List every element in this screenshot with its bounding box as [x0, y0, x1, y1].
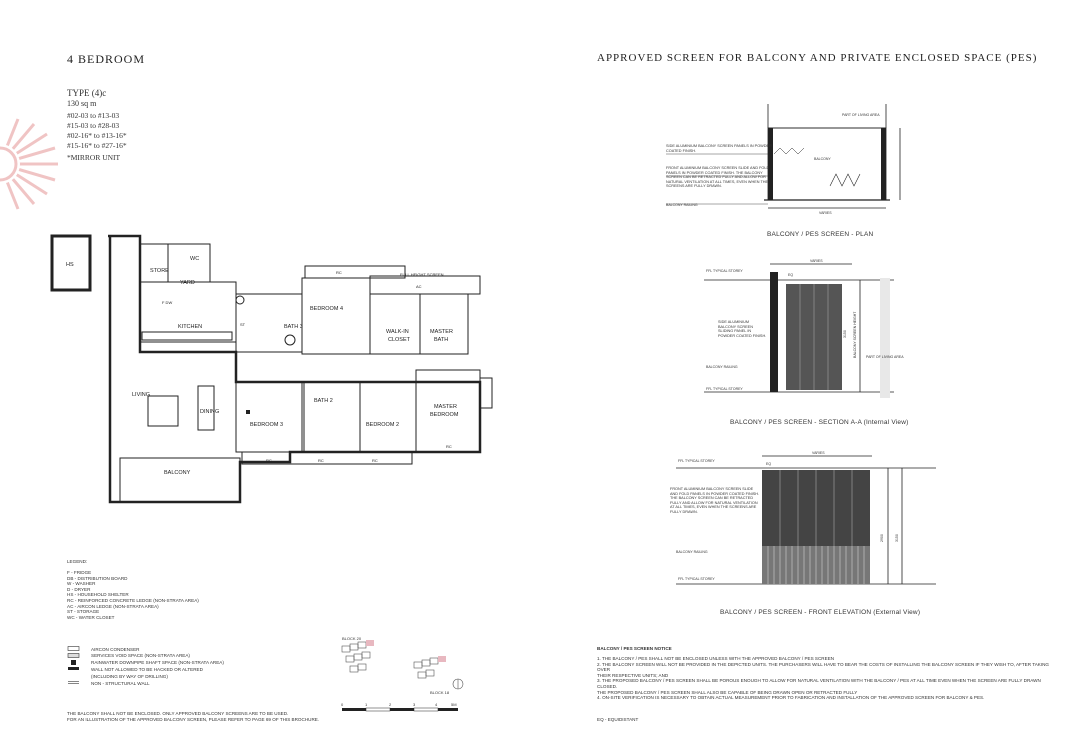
room-bath3: BATH 3	[284, 324, 303, 330]
room-bedroom3: BEDROOM 3	[250, 422, 284, 428]
notice-item: 3. THE PROPOSED BALCONY / PES SCREEN SHALL BE POROUS ENOUGH TO ALLOW FOR NATURAL VENTILATION WITH THE BALCONY / PES AT ALL TIME EVEN WHEN THE SCREEN ARE FULLY DRAWN CLOSED.	[597, 678, 1041, 689]
unit-range: #15-03 to #28-03	[67, 121, 120, 130]
legend-item: F - FRIDGE	[67, 570, 92, 575]
section-varies: VARIES	[810, 259, 823, 263]
elev-eq: EQ	[766, 462, 772, 466]
legend-item: RC - REINFORCED CONCRETE LEDGE (NON-STRATA AREA)	[67, 597, 199, 603]
room-kitchen: KITCHEN	[178, 324, 203, 330]
balcony-footnote	[67, 711, 337, 722]
ledge-rc-4: RC	[372, 458, 378, 463]
wall-icon	[67, 666, 81, 671]
room-hs: HS	[66, 262, 74, 268]
elev-h1: 2900	[880, 534, 884, 542]
plan-side-note: SIDE ALUMINIUM BALCONY SCREEN PANELS IN POWDER COATED FINISH.	[666, 144, 772, 153]
footnote-line: FOR AN ILLUSTRATION OF THE APPROVED BALCONY SCREEN, PLEASE REFER TO PAGE 69 OF THIS BROCHURE.	[67, 716, 320, 722]
notice-title: BALCONY / PES SCREEN NOTICE	[597, 646, 672, 651]
plan-varies-label: VARIES	[819, 211, 832, 215]
mirror-note: *MIRROR UNIT	[67, 153, 121, 162]
eq-note: EQ - EQUIDISTANT	[597, 717, 639, 722]
legend-symbol-label: RAINWATER DOWNPIPE SHAFT SPACE (NON-STRATA AREA)	[91, 660, 224, 666]
plan-caption: BALCONY / PES SCREEN - PLAN	[767, 231, 874, 238]
elev-ffl-bottom: FFL TYPICAL STOREY	[678, 577, 715, 581]
room-masterbath2: BATH	[434, 337, 449, 343]
unit-range: #15-16* to #27-16*	[67, 141, 127, 150]
scale-bar	[338, 700, 464, 720]
legend-item: WC - WATER CLOSET	[67, 614, 115, 620]
plan-front-note: FRONT ALUMINIUM BALCONY SCREEN SLIDE AND FOLD PANELS IN POWDER COATED FINISH. THE BALCONY SCREEN CAN BE RETRACTED FULLY AND ALLOW FOR NATURAL VENTILATION AT ALL TIMES, EVEN WHEN THE SCREENS ARE FULLY DRAWN.	[666, 166, 770, 189]
scale-3: 3	[413, 702, 416, 707]
unit-list	[67, 111, 127, 151]
downpipe-icon	[67, 660, 81, 665]
legend-item: ST - STORAGE	[67, 609, 100, 615]
unit-range: #02-03 to #13-03	[67, 111, 120, 120]
room-closet: CLOSET	[388, 337, 411, 343]
room-masterbed2: BEDROOM	[430, 412, 459, 418]
legend-item: D - DRYER	[67, 586, 91, 592]
legend-symbol-label: WALL NOT ALLOWED TO BE HACKED OR ALTERED	[91, 666, 203, 672]
notice-item: 1. THE BALCONY / PES SHALL NOT BE ENCLOSED UNLESS WITH THE APPROVED BALCONY / PES SCREEN	[597, 656, 835, 661]
key-plan	[330, 634, 470, 696]
elev-railing: BALCONY RAILING	[676, 550, 708, 554]
room-wc: WC	[190, 256, 200, 262]
storage-st: ST	[240, 322, 246, 327]
ledge-rc-5: RC	[446, 444, 452, 449]
void-icon	[67, 653, 81, 658]
type-line: TYPE (4)c	[67, 88, 107, 98]
plan-railing-label: BALCONY RAILING	[666, 203, 698, 207]
fridge-dw: F DW	[162, 300, 173, 305]
sunburst-logo	[0, 118, 62, 210]
legend-symbols	[67, 646, 287, 687]
room-yard: YARD	[180, 280, 195, 286]
ledge-rc-3: RC	[318, 458, 324, 463]
screen-plan-drawing	[664, 104, 914, 219]
legend-item: W - WASHER	[67, 581, 96, 587]
section-ffl-top: FFL TYPICAL STOREY	[706, 269, 743, 273]
legend-item: AC - AIRCON LEDGE (NON-STRATA AREA)	[67, 603, 159, 609]
block-18-label: BLOCK 18	[430, 690, 450, 695]
unit-heading: 4 BEDROOM	[67, 52, 146, 66]
room-masterbed: MASTER	[434, 404, 457, 410]
plan-balcony-label: BALCONY	[814, 157, 831, 161]
block-20-label: BLOCK 20	[342, 636, 362, 641]
screen-elevation-drawing	[676, 450, 956, 600]
ledge-ac: AC	[416, 284, 422, 289]
legend-symbol-label: AIRCON CONDENSER	[91, 646, 140, 652]
notice-item: 2. THE BALCONY SCREEN WILL NOT BE PROVIDED IN THE DEPICTED UNITS. THE PURCHASERS WILL HAVE TO BEAR THE COSTS OF INSTALLING THE BALCONY SCREEN IF THEY WISH TO, AFTER TAKING OVER	[597, 661, 1049, 673]
legend-symbol-label: (INCLUDING BY WAY OF DRILLING)	[91, 673, 168, 679]
elev-caption: BALCONY / PES SCREEN - FRONT ELEVATION (External View)	[720, 609, 921, 616]
legend-list	[67, 570, 267, 620]
room-living: LIVING	[132, 392, 151, 398]
section-caption: BALCONY / PES SCREEN - SECTION A-A (Internal View)	[730, 419, 909, 426]
scale-4: 4	[435, 702, 438, 707]
room-dining: DINING	[200, 409, 220, 415]
room-bedroom4: BEDROOM 4	[310, 306, 344, 312]
full-height-screen: FULL HEIGHT SCREEN	[400, 272, 444, 277]
screen-heading: APPROVED SCREEN FOR BALCONY AND PRIVATE ENCLOSED SPACE (PES)	[597, 52, 1038, 64]
legend-item: DB - DISTRIBUTION BOARD	[67, 575, 128, 581]
floor-plan	[50, 230, 500, 510]
scale-5: 5M	[451, 702, 457, 707]
footnote-line: THE BALCONY SHALL NOT BE ENCLOSED. ONLY APPROVED BALCONY SCREENS ARE TO BE USED.	[67, 711, 289, 716]
section-side-note: SIDE ALUMINIUM BALCONY SCREEN SLIDING PANEL IN POWDER COATED FINISH.	[718, 320, 767, 338]
section-ffl-bottom: FFL TYPICAL STOREY	[706, 387, 743, 391]
elev-varies: VARIES	[812, 451, 825, 455]
scale-0: 0	[341, 702, 344, 707]
elev-ffl-top: FFL TYPICAL STOREY	[678, 459, 715, 463]
room-bedroom2: BEDROOM 2	[366, 422, 400, 428]
ledge-rc-2: RC	[266, 458, 272, 463]
notice-list	[597, 656, 1052, 701]
elev-h2: 3150	[895, 534, 899, 542]
plan-part-label: PART OF LIVING AREA	[842, 113, 880, 117]
elev-front-note: FRONT ALUMINIUM BALCONY SCREEN SLIDE AND FOLD PANELS IN POWDER COATED FINISH. THE BALCONY SCREEN CAN BE RETRACTED FULLY AND ALLOW FOR NATURAL VENTILATION AT ALL TIMES, EVEN WHEN THE SCREENS ARE FULLY DRAWN.	[670, 487, 760, 514]
nonstructural-wall-icon	[67, 680, 81, 685]
legend-symbol-label: SERVICES VOID SPACE (NON-STRATA AREA)	[91, 653, 190, 659]
aircon-icon	[67, 646, 81, 651]
room-walkin: WALK-IN	[386, 329, 409, 335]
notice-item: THEIR RESPECTIVE UNITS; AND	[597, 672, 669, 678]
room-bath2: BATH 2	[314, 398, 333, 404]
area-text: 130 sq m	[67, 99, 97, 108]
room-balcony: BALCONY	[164, 470, 191, 476]
unit-range: #02-16* to #13-16*	[67, 131, 127, 140]
legend-title: LEGEND:	[67, 559, 88, 564]
ledge-rc: RC	[336, 270, 342, 275]
scale-1: 1	[365, 702, 368, 707]
notice-item: 4. ON-SITE VERIFICATION IS NECESSARY TO OBTAIN ACTUAL MEASUREMENT PRIOR TO FABRICATION AND INSTALLATION OF THE APPROVED SCREEN FOR BALCONY & PES.	[597, 695, 985, 701]
room-masterbath: MASTER	[430, 329, 453, 335]
section-eq: EQ	[788, 273, 794, 277]
section-part: PART OF LIVING AREA	[866, 355, 904, 359]
legend-item: HS - HOUSEHOLD SHELTER	[67, 592, 129, 598]
section-height: 3150	[843, 330, 847, 338]
notice-item: THE PROPOSED BALCONY / PES SCREEN SHALL ALSO BE CAPABLE OF BEING DRAWN OPEN OR RETRACTED FULLY	[597, 689, 858, 695]
section-railing: BALCONY RAILING	[706, 365, 738, 369]
legend-symbol-label: NON - STRUCTURAL WALL	[91, 680, 150, 686]
scale-2: 2	[389, 702, 392, 707]
room-store: STORE	[150, 268, 169, 274]
section-bsh: BALCONY SCREEN HEIGHT	[853, 311, 857, 358]
